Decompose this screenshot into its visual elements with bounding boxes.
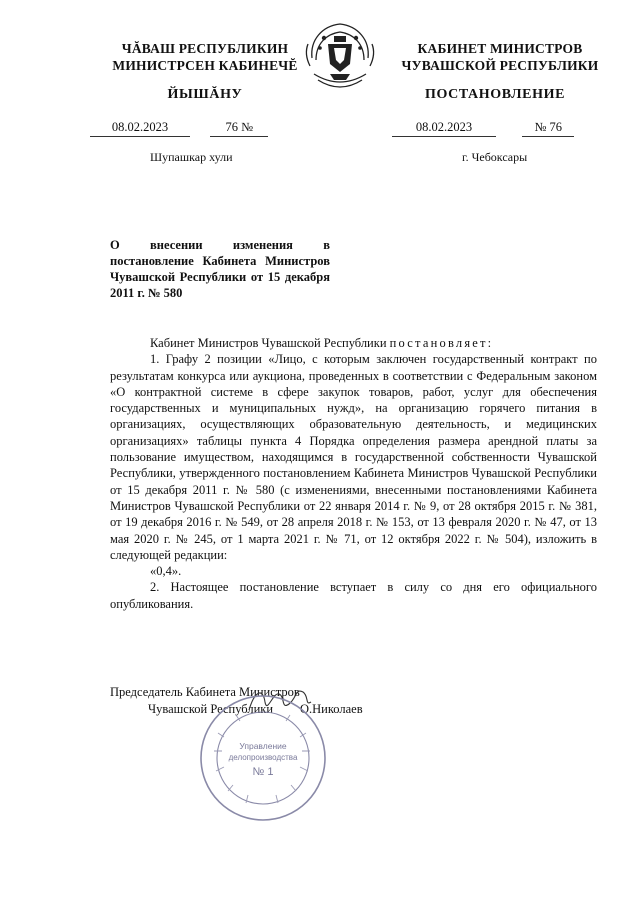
- doctype-right: ПОСТАНОВЛЕНИЕ: [424, 87, 566, 102]
- place-right: г. Чебоксары: [462, 150, 528, 164]
- number-left: 76 №: [210, 120, 268, 137]
- place-left: Шупашкар хули: [150, 150, 233, 164]
- header-left-title: [100, 40, 310, 74]
- date-row-left: [90, 120, 268, 137]
- date-row-right: [392, 120, 574, 137]
- coat-of-arms-emblem: [300, 14, 380, 100]
- header-left-line-2: МИНИСТРСЕН КАБИНЕЧĔ: [112, 58, 298, 73]
- number-right: № 76: [522, 120, 574, 137]
- stamp-line-2: делопроизводства: [228, 753, 298, 762]
- paragraph-1: 1. Графу 2 позиции «Лицо, с которым заключен государственный контракт по результатам конкурса или аукциона, проведенных в соответствии с Федеральным законом «О контрактной системе в сфере закупок товаров, работ, услуг для обеспечения государственных и муниципальных нужд», на организацию горячего питания в организациях, осуществляющих образовательную деятельность, и медицинских организациях» таблицы пункта 4 Порядка определения размера арендной платы за пользование имуществом, находящимся в государственной собственности Чувашской Республики, утвержденного постановлением Кабинета Министров Чувашской Республики от 15 декабря 2011 г. № 580 (с изменениями, внесенными постановлениями Кабинета Министров Чувашской Республики от 22 января 2014 г. № 9, от 28 октября 2015 г. № 381, от 19 декабря 2016 г. № 549, от 28 апреля 2018 г. № 153, от 13 февраля 2020 г. № 47, от 13 мая 2020 г. № 245, от 1 марта 2021 г. № 71, от 12 октября 2022 г. № 504), изложить в следующей редакции:: [110, 352, 597, 562]
- stamp-line-1: Управление: [239, 741, 287, 751]
- quote-paragraph: «0,4».: [150, 564, 182, 579]
- stamp-line-3: № 1: [252, 766, 274, 778]
- official-stamp: [198, 693, 328, 823]
- document-subject: О внесении изменения в постановление Кабинета Министров Чувашской Республики от 15 декабря 2011 г. № 580: [110, 238, 330, 300]
- intro-prefix: Кабинет Министров Чувашской Республики: [150, 336, 387, 350]
- paragraph-2: 2. Настоящее постановление вступает в силу со дня его официального опубликования.: [110, 580, 597, 611]
- header-right-title: [385, 40, 615, 74]
- intro-verb: постановляет:: [389, 336, 494, 350]
- date-left: 08.02.2023: [90, 120, 190, 137]
- header-right-line-1: КАБИНЕТ МИНИСТРОВ: [417, 41, 583, 56]
- date-right: 08.02.2023: [392, 120, 496, 137]
- signature-name: О.Николаев: [300, 702, 363, 716]
- document-body: [110, 335, 597, 612]
- intro-paragraph: [110, 335, 597, 351]
- signature-title-line-1: Председатель Кабинета Министров: [110, 685, 300, 699]
- header-right-line-2: ЧУВАШСКОЙ РЕСПУБЛИКИ: [401, 58, 599, 73]
- header-left-line-1: ЧĂВАШ РЕСПУБЛИКИН: [121, 41, 289, 56]
- signature-title-line-2: Чувашской Республики: [148, 702, 274, 716]
- doctype-left: ЙЫШĂНУ: [167, 87, 243, 102]
